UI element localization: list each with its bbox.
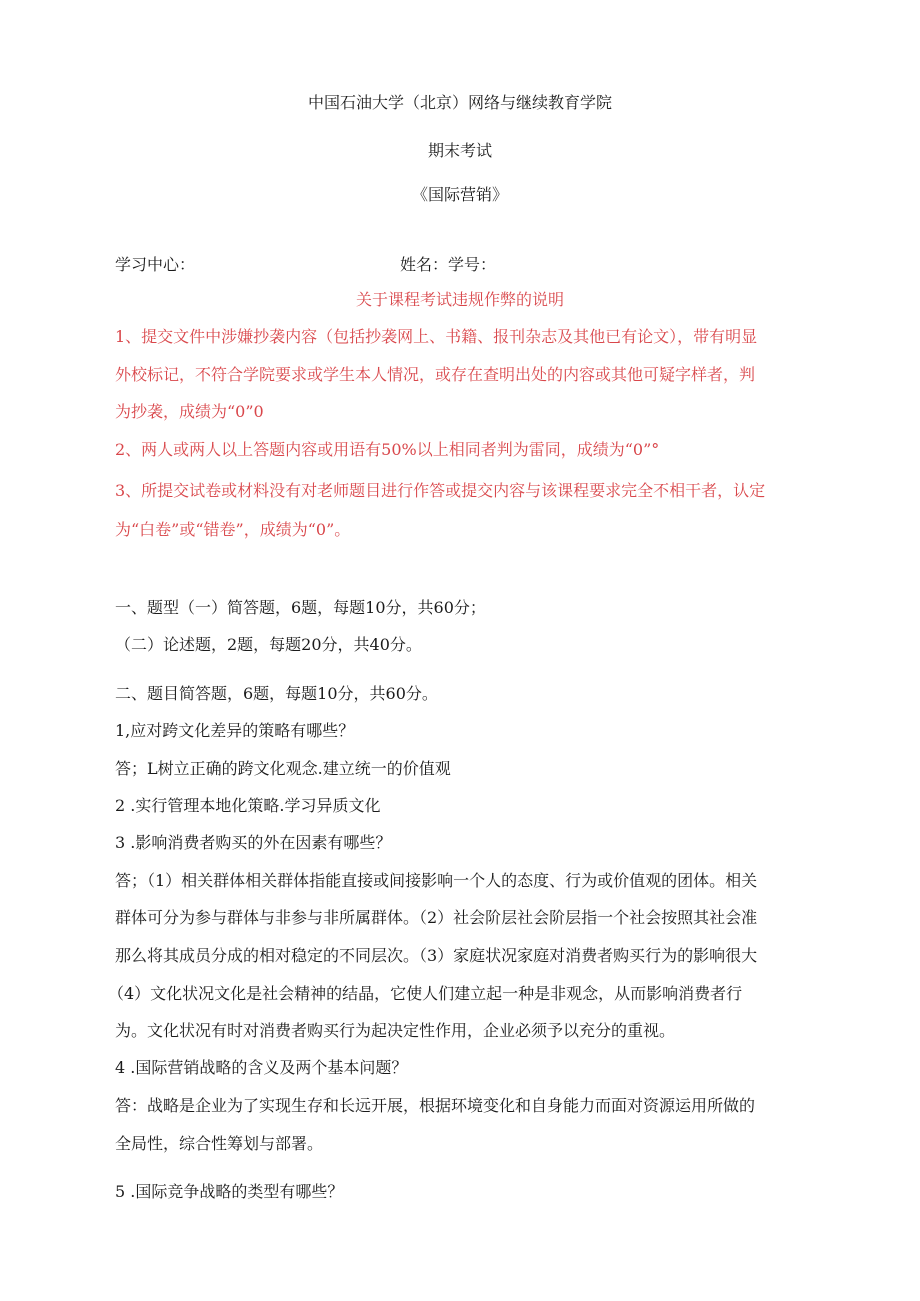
notice-line: 为“白卷”或“错卷”，成绩为“0”。 (115, 520, 351, 539)
answer-4-line: 全局性，综合性筹划与部署。 (115, 1134, 324, 1153)
answer-3-line: 那么将其成员分成的相对稳定的不同层次。（3）家庭状况家庭对消费者购买行为的影响很大 (115, 946, 758, 965)
question-3: 3 .影响消费者购买的外在因素有哪些？ (115, 833, 392, 852)
answer-3-line: 答；（1）相关群体相关群体指能直接或间接影响一个人的态度、行为或价值观的团体。相关 (115, 871, 758, 890)
exam-type-title: 期末考试 (427, 141, 492, 160)
answer-3-line: （4）文化状况文化是社会精神的结晶，它使人们建立起一种是非观念，从而影响消费者行 (108, 984, 743, 1003)
answer-3-line: 为。文化状况有时对消费者购买行为起决定性作用，企业必须予以充分的重视。 (115, 1021, 676, 1040)
question-5: 5 .国际竞争战略的类型有哪些？ (115, 1182, 344, 1201)
notice-title: 关于课程考试违规作弊的说明 (355, 290, 564, 309)
notice-line: 2、两人或两人以上答题内容或用语有50%以上相同者判为雷同，成绩为“0”° (115, 440, 660, 459)
answer-1-item-2: 2 .实行管理本地化策略.学习异质文化 (115, 796, 381, 815)
question-4: 4 .国际营销战略的含义及两个基本问题？ (115, 1058, 408, 1077)
answer-1: 答；L树立正确的跨文化观念.建立统一的价值观 (115, 759, 451, 778)
question-type-line: 一、题型（一）简答题，6题，每题10分，共60分； (115, 598, 486, 617)
notice-line: 1、提交文件中涉嫌抄袭内容（包括抄袭网上、书籍、报刊杂志及其他已有论文），带有明显 (115, 327, 758, 346)
section-title: 二、题目简答题，6题，每题10分，共60分。 (115, 684, 438, 703)
notice-line: 外校标记，不符合学院要求或学生本人情况，或存在查明出处的内容或其他可疑字样者，判 (115, 365, 756, 384)
question-1: 1,应对跨文化差异的策略有哪些？ (115, 721, 355, 740)
study-center-label: 学习中心： (115, 255, 196, 274)
name-id-label: 姓名：学号： (400, 255, 497, 274)
notice-line: 为抄袭，成绩为“0”0 (115, 402, 264, 421)
question-type-line: （二）论述题，2题，每题20分，共40分。 (115, 635, 422, 654)
course-title: 《国际营销》 (411, 185, 508, 204)
answer-3-line: 群体可分为参与群体与非参与非所属群体。（2）社会阶层社会阶层指一个社会按照其社会准 (115, 908, 758, 927)
institution-title: 中国石油大学（北京）网络与继续教育学院 (307, 93, 612, 112)
notice-line: 3、所提交试卷或材料没有对老师题目进行作答或提交内容与该课程要求完全不相干者，认定 (115, 481, 766, 500)
answer-4-line: 答：战略是企业为了实现生存和长远开展，根据环境变化和自身能力而面对资源运用所做的 (115, 1096, 756, 1115)
